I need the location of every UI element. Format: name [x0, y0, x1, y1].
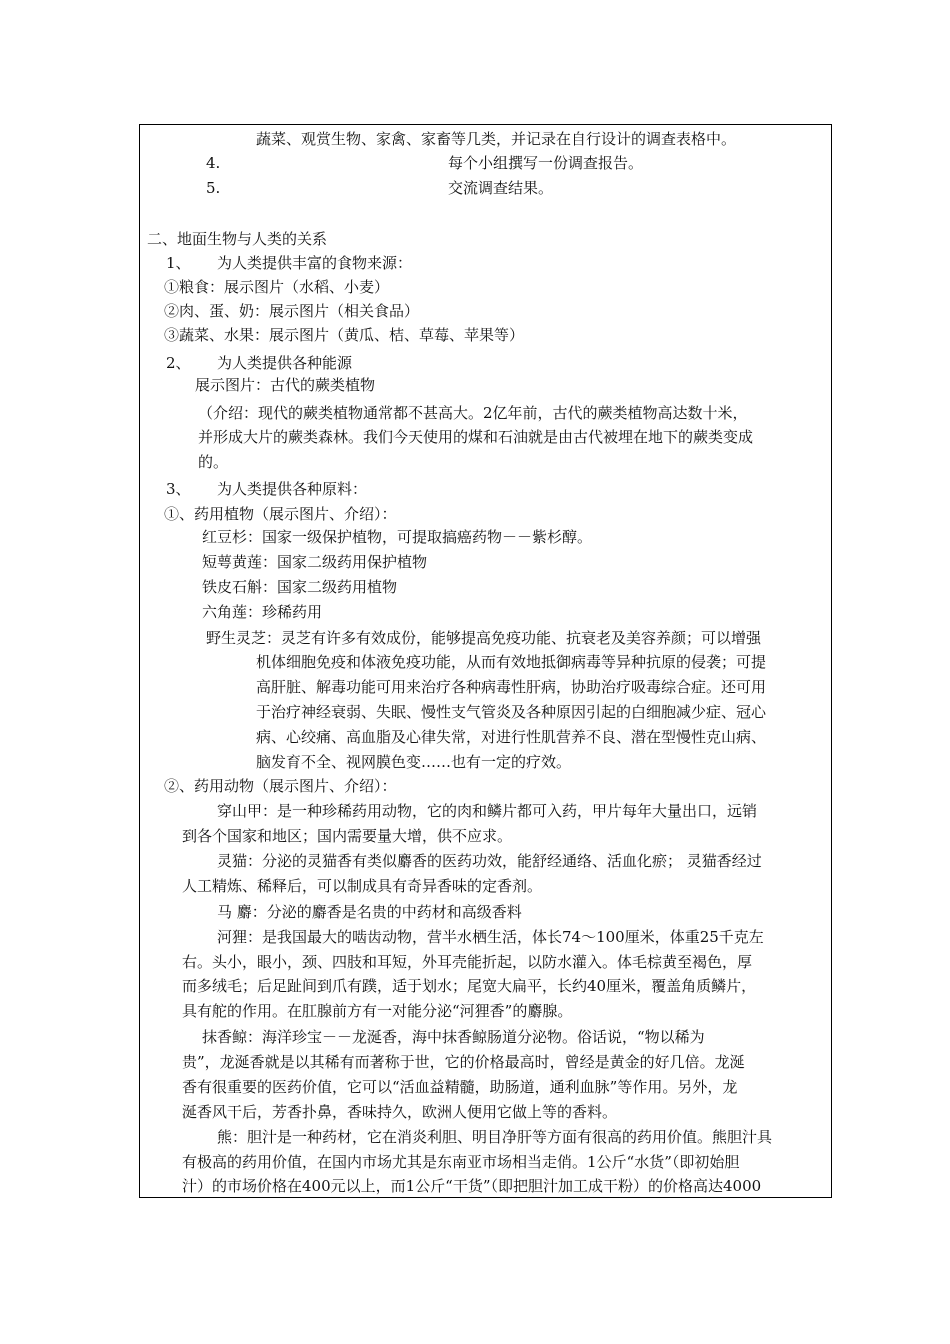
text-line: 到各个国家和地区；国内需要量大增，供不应求。 — [182, 827, 513, 845]
text-line: 涎香风干后，芳香扑鼻，香味持久，欧洲人便用它做上等的香料。 — [182, 1103, 618, 1121]
text-line: 病、心绞痛、高血脂及心律失常，对进行性肌营养不良、潜在型慢性克山病、 — [256, 728, 767, 746]
text-line: 蔬菜、观赏生物、家禽、家畜等几类，并记录在自行设计的调查表格中。 — [256, 130, 737, 148]
text-line: 短萼黄莲：国家二级药用保护植物 — [202, 553, 428, 571]
text-line: （介绍：现代的蕨类植物通常都不甚高大。2亿年前，古代的蕨类植物高达数十米， — [198, 404, 748, 422]
text-line: 右。头小，眼小，颈、四肢和耳短，外耳壳能折起，以防水灌入。体毛棕黄至褐色，厚 — [182, 953, 753, 971]
text-line: 并形成大片的蕨类森林。我们今天使用的煤和石油就是由古代被埋在地下的蕨类变成 — [198, 428, 754, 446]
text-line: 为人类提供各种原料： — [217, 480, 368, 498]
text-line: 河狸：是我国最大的啮齿动物，营半水栖生活，体长74～100厘米，体重25千克左 — [217, 928, 764, 946]
text-line: 高肝脏、解毒功能可用来治疗各种病毒性肝病，协助治疗吸毒综合症。还可用 — [256, 678, 767, 696]
section-heading: 二、地面生物与人类的关系 — [147, 230, 328, 248]
text-line: 穿山甲：是一种珍稀药用动物，它的肉和鳞片都可入药，甲片每年大量出口，远销 — [217, 802, 758, 820]
text-line: ②、药用动物（展示图片、介绍）： — [164, 777, 397, 795]
text-line: 香有很重要的医药价值，它可以“活血益精髓，助肠道，通利血脉”等作用。另外，龙 — [182, 1078, 738, 1096]
text-line: 贵”，龙涎香就是以其稀有而著称于世，它的价格最高时，曾经是黄金的好几倍。龙涎 — [182, 1053, 745, 1071]
list-number: 3、 — [166, 480, 191, 498]
text-line: 具有舵的作用。在肛腺前方有一对能分泌“河狸香”的麝腺。 — [182, 1002, 573, 1020]
text-line: 有极高的药用价值，在国内市场尤其是东南亚市场相当走俏。1公斤“水货”（即初始胆 — [182, 1153, 740, 1171]
text-line: ②肉、蛋、奶：展示图片（相关食品） — [164, 302, 420, 320]
text-line: 人工精炼、稀释后，可以制成具有奇异香味的定香剂。 — [182, 877, 543, 895]
text-line: 汁）的市场价格在400元以上，而1公斤“干货”（即把胆汁加工成干粉）的价格高达4000 — [182, 1177, 762, 1195]
text-line: 野生灵芝：灵芝有许多有效成份，能够提高免疫功能、抗衰老及美容养颜；可以增强 — [206, 629, 762, 647]
list-number: 4. — [206, 154, 221, 172]
text-line: 的。 — [198, 453, 229, 471]
list-number: 1、 — [166, 254, 191, 272]
text-line: 脑发育不全、视网膜色变……也有一定的疗效。 — [256, 753, 572, 771]
text-line: ①粮食：展示图片（水稻、小麦） — [164, 278, 390, 296]
text-line: 机体细胞免疫和体液免疫功能，从而有效地抵御病毒等异种抗原的侵袭；可提 — [256, 653, 767, 671]
text-line: 铁皮石斛：国家二级药用植物 — [202, 578, 398, 596]
text-line: 红豆杉：国家一级保护植物，可提取搞癌药物－－紫杉醇。 — [202, 528, 593, 546]
text-line: 为人类提供各种能源 — [217, 354, 353, 372]
text-line: 马 麝：分泌的麝香是名贵的中药材和高级香料 — [217, 903, 522, 921]
text-line: 展示图片：古代的蕨类植物 — [195, 376, 376, 394]
text-line: 于治疗神经衰弱、失眠、慢性支气管炎及各种原因引起的白细胞减少症、冠心 — [256, 703, 767, 721]
text-line: ①、药用植物（展示图片、介绍）： — [164, 505, 397, 523]
list-number: 5. — [206, 179, 221, 197]
list-number: 2、 — [166, 354, 191, 372]
text-line: 六角莲：珍稀药用 — [202, 603, 323, 621]
text-line: 为人类提供丰富的食物来源： — [217, 254, 413, 272]
text-line: ③蔬菜、水果：展示图片（黄瓜、桔、草莓、苹果等） — [164, 326, 525, 344]
document-table-cell — [139, 124, 832, 1198]
text-line: 交流调查结果。 — [448, 179, 554, 197]
text-line: 抹香鲸：海洋珍宝－－龙涎香，海中抹香鲸肠道分泌物。俗话说，“物以稀为 — [202, 1028, 705, 1046]
text-line: 而多绒毛；后足趾间到爪有蹼，适于划水；尾宽大扁平，长约40厘米，覆盖角质鳞片， — [182, 977, 757, 995]
text-line: 熊：胆汁是一种药材，它在消炎利胆、明目净肝等方面有很高的药用价值。熊胆汁具 — [217, 1128, 773, 1146]
text-line: 每个小组撰写一份调查报告。 — [448, 154, 644, 172]
text-line: 灵猫：分泌的灵猫香有类似麝香的医药功效，能舒经通络、活血化瘀； 灵猫香经过 — [217, 852, 762, 870]
